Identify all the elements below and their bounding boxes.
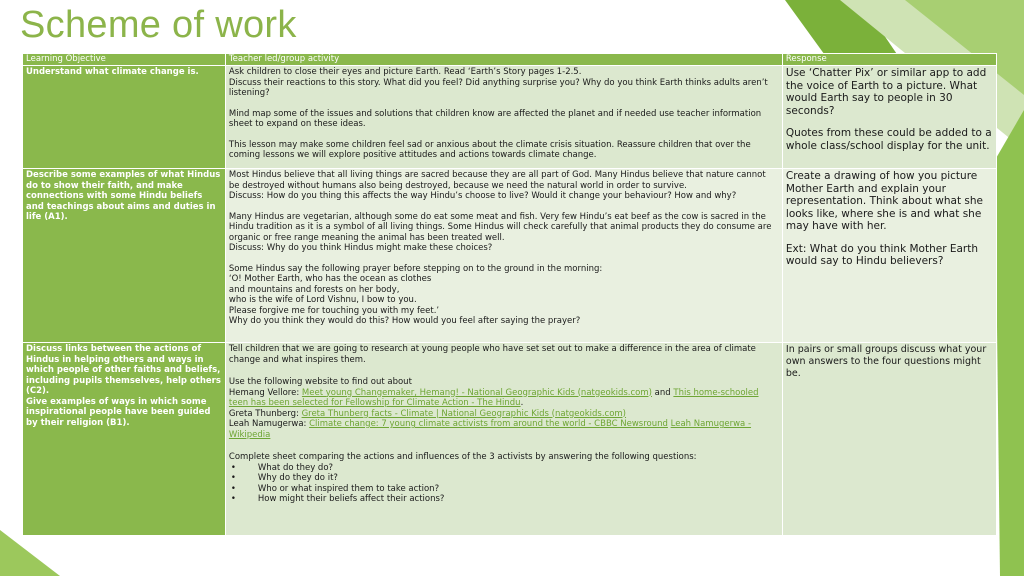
activity-text: Ask children to close their eyes and picture Earth. Read ‘Earth’s Story pages 1-2.5. bbox=[228, 67, 582, 77]
link-end: . bbox=[520, 398, 524, 408]
objective-cell bbox=[23, 343, 226, 536]
activity-text: Use the following website to find out about bbox=[228, 377, 412, 387]
activity-text: Discuss: How do you thing this affects the way Hindu’s choose to live? Would it change your behaviour? How and why? bbox=[228, 191, 737, 201]
activist-label: Leah Namugerwa: bbox=[228, 419, 310, 429]
natgeo-hemang-link[interactable]: Meet young Changemaker, Hemang! - National Geographic Kids (natgeokids.com) bbox=[301, 387, 652, 398]
link-separator: and bbox=[651, 387, 674, 398]
list-item: • What do they do? bbox=[229, 463, 779, 474]
activity-text: This lesson may make some children feel sad or anxious about the climate crisis situation. Reassure children that over the coming lessons we will explore positive attitudes and actions towards climate change. bbox=[228, 139, 751, 160]
the-hindu-link[interactable]: This home-schooled teen has been selected for Fellowship for Climate Action - The Hindu bbox=[228, 387, 759, 408]
wikipedia-leah-link[interactable]: Leah Namugerwa - Wikipedia bbox=[228, 419, 752, 440]
header-objective: Learning Objective bbox=[23, 54, 226, 66]
table-row bbox=[23, 343, 997, 536]
activity-text: Discuss: Why do you think Hindus might make these choices? bbox=[228, 243, 493, 253]
table-row bbox=[23, 169, 997, 343]
activity-text: Why do you think they would do this? How would you feel after saying the prayer? bbox=[228, 316, 581, 326]
objective-cell: Describe some examples of what Hindus do to show their faith, and make connections with some Hindu beliefs and teachings about aims and duties in life (A1). bbox=[23, 169, 226, 343]
response-cell bbox=[782, 66, 996, 169]
response-text: Use ‘Chatter Pix’ or similar app to add the voice of Earth to a picture. What would Earth say to people in 30 seconds? bbox=[785, 67, 987, 117]
list-item: • How might their beliefs affect their actions? bbox=[229, 494, 779, 505]
activist-leah bbox=[229, 419, 779, 440]
response-text: Create a drawing of how you picture Mother Earth and explain your representation. Think about what she looks like, where she is and what she may have with her. bbox=[785, 170, 983, 232]
header-response: Response bbox=[782, 54, 996, 66]
deco-shape-bottom-left bbox=[0, 530, 60, 576]
activity-cell bbox=[225, 66, 782, 169]
response-text: In pairs or small groups discuss what your own answers to the four questions might be. bbox=[785, 344, 987, 379]
response-text: Quotes from these could be added to a whole class/school display for the unit. bbox=[785, 127, 992, 152]
response-text: Ext: What do you think Mother Earth would say to Hindu believers? bbox=[785, 242, 979, 267]
activity-text: Tell children that we are going to research at young people who have set set out to make a difference in the area of climate change and what inspires them. bbox=[228, 344, 756, 365]
activity-cell bbox=[225, 169, 782, 343]
activist-greta bbox=[229, 409, 779, 420]
question-list bbox=[229, 463, 779, 505]
prayer-line: Please forgive me for touching you with my feet.’ bbox=[228, 305, 440, 316]
response-cell bbox=[782, 169, 996, 343]
scheme-table bbox=[22, 53, 997, 536]
objective-text: Give examples of ways in which some inspirational people have been guided by their religion (B1). bbox=[26, 396, 211, 428]
activity-cell bbox=[225, 343, 782, 536]
activity-text: Discuss their reactions to this story. What did you feel? Did anything surprise you? Why do you think Earth thinks adults aren’t listening? bbox=[228, 77, 768, 98]
table-header-row bbox=[23, 54, 997, 66]
deco-shape-right bbox=[995, 110, 1024, 576]
activity-text: Complete sheet comparing the actions and influences of the 3 activists by answering the following questions: bbox=[228, 452, 697, 462]
prayer-line: and mountains and forests on her body, bbox=[228, 284, 400, 295]
cbbc-newsround-link[interactable]: Climate change: 7 young climate activists from around the world - CBBC Newsround bbox=[309, 419, 668, 429]
activist-label: Hemang Vellore: bbox=[228, 387, 302, 398]
page-title: Scheme of work bbox=[20, 4, 297, 46]
prayer-line: ‘O! Mother Earth, who has the ocean as clothes bbox=[228, 274, 432, 284]
list-item: • Who or what inspired them to take action? bbox=[229, 484, 779, 495]
activity-text: Mind map some of the issues and solutions that children know are affected the planet and if needed use teacher information sheet to expand on these ideas. bbox=[228, 108, 762, 129]
natgeo-greta-link[interactable]: Greta Thunberg facts - Climate | National Geographic Kids (natgeokids.com) bbox=[301, 408, 627, 419]
prayer-line: who is the wife of Lord Vishnu, I bow to you. bbox=[228, 295, 417, 305]
activity-text: Some Hindus say the following prayer before stepping on to the ground in the morning: bbox=[228, 263, 603, 274]
activity-text: Most Hindus believe that all living things are sacred because they are all part of God. Many Hindus believe that nature cannot be destroyed without humans also being destroyed, because we need the natural world in order to survive. bbox=[228, 170, 766, 191]
list-item: • Why do they do it? bbox=[229, 473, 779, 484]
objective-cell: Understand what climate change is. bbox=[23, 66, 226, 169]
objective-text: Discuss links between the actions of Hindus in helping others and ways in which people of other faiths and beliefs, including pupils themselves, help others (C2). bbox=[26, 344, 221, 396]
activist-hemang bbox=[229, 388, 779, 409]
activity-text: Many Hindus are vegetarian, although some do eat some meat and fish. Very few Hindu’s eat beef as the cow is sacred in the Hindu tradition as it is a symbol of all living things. Some Hindus will check carefully that animal products they do consume are organic or free range meaning the animal has been treated well. bbox=[228, 211, 772, 243]
response-cell bbox=[782, 343, 996, 536]
header-activity: Teacher led/group activity bbox=[225, 54, 782, 66]
activist-label: Greta Thunberg: bbox=[228, 408, 302, 419]
table-row bbox=[23, 66, 997, 169]
